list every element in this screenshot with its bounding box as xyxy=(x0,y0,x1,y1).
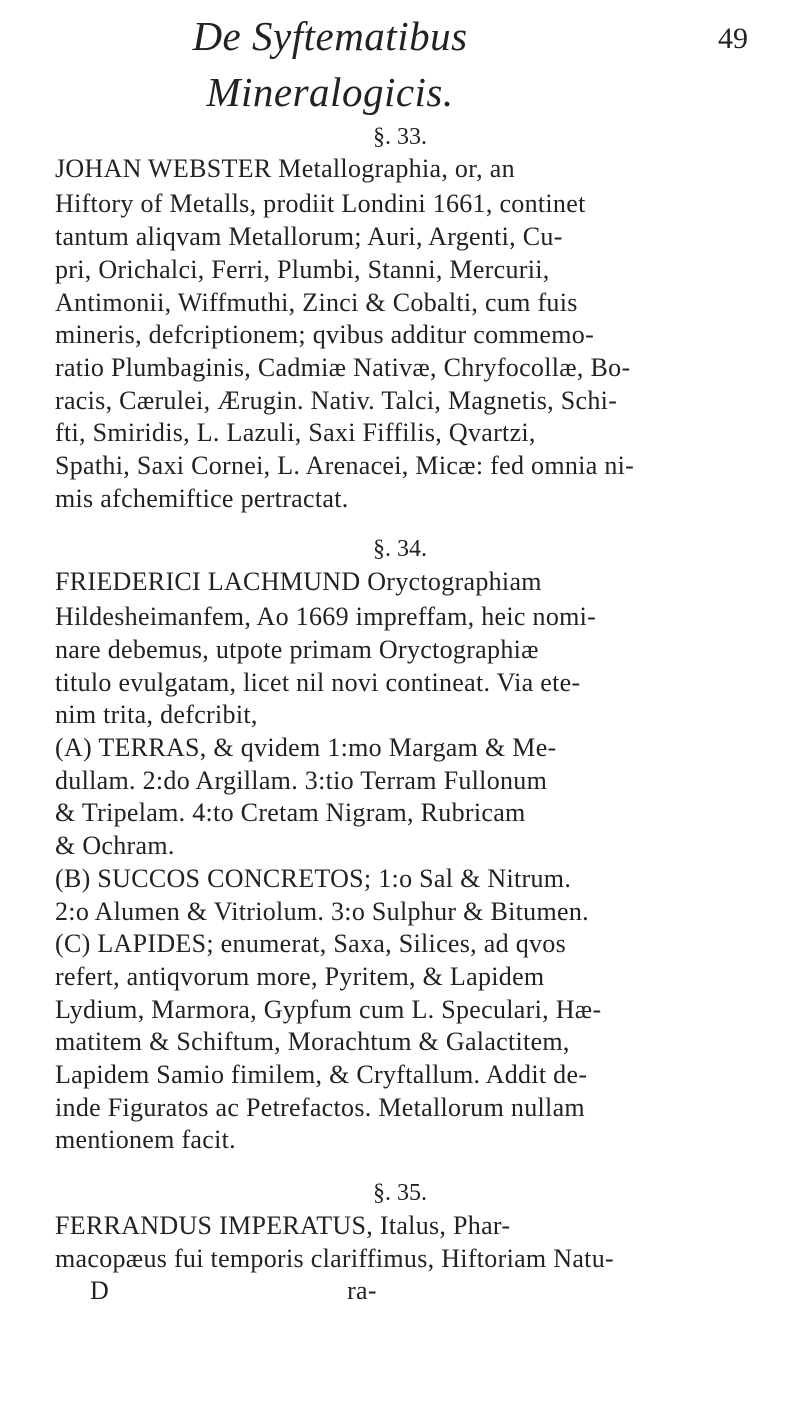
text-line: (B) SUCCOS CONCRETOS; 1:o Sal & Nitrum. xyxy=(55,864,572,893)
text-line: refert, antiqvorum more, Pyritem, & Lapidem xyxy=(55,962,545,991)
text-line: titulo evulgatam, licet nil novi contineat. Via ete- xyxy=(55,668,581,697)
text-line: FERRANDUS IMPERATUS, Italus, Phar- xyxy=(55,1211,511,1240)
text-line: Spathi, Saxi Cornei, L. Arenacei, Micæ: fed omnia ni- xyxy=(55,451,635,480)
text-line: FRIEDERICI LACHMUND Oryctographiam xyxy=(55,567,542,596)
section-heading-33: §. 33. xyxy=(373,124,427,150)
text-line: Lydium, Marmora, Gypfum cum L. Speculari, Hæ- xyxy=(55,995,602,1024)
text-line: & Ochram. xyxy=(55,831,175,860)
text-line: nim trita, defcribit, xyxy=(55,700,258,729)
text-line: (C) LAPIDES; enumerat, Saxa, Silices, ad qvos xyxy=(55,929,567,958)
text-line: nare debemus, utpote primam Oryctographiæ xyxy=(55,635,539,664)
text-line: inde Figuratos ac Petrefactos. Metallorum nullam xyxy=(55,1093,585,1122)
text-line: 2:o Alumen & Vitriolum. 3:o Sulphur & Bitumen. xyxy=(55,897,589,926)
text-line: & Tripelam. 4:to Cretam Nigram, Rubricam xyxy=(55,798,526,827)
text-line: fti, Smiridis, L. Lazuli, Saxi Fiffilis, Qvartzi, xyxy=(55,418,536,447)
text-line: mentionem facit. xyxy=(55,1125,236,1154)
running-title: De Syftematibus Mineralogicis. xyxy=(192,13,468,115)
text-line: Hiftory of Metalls, prodiit Londini 1661, continet xyxy=(55,189,586,218)
text-line: dullam. 2:do Argillam. 3:tio Terram Fullonum xyxy=(55,766,548,795)
signature-catchword-line: D ra- xyxy=(90,1276,377,1305)
text-line: matitem & Schiftum, Morachtum & Galactitem, xyxy=(55,1027,570,1056)
text-line: macopæus fui temporis clariffimus, Hiftoriam Natu- xyxy=(55,1244,614,1273)
text-line: pri, Orichalci, Ferri, Plumbi, Stanni, Mercurii, xyxy=(55,255,550,284)
text-line: (A) TERRAS, & qvidem 1:mo Margam & Me- xyxy=(55,733,557,762)
text-line: Lapidem Samio fimilem, & Cryftallum. Addit de- xyxy=(55,1060,588,1089)
text-line: Hildesheimanfem, Ao 1669 impreffam, heic nomi- xyxy=(55,602,597,631)
text-line: mineris, defcriptionem; qvibus additur commemo- xyxy=(55,320,595,349)
text-line: tantum aliqvam Metallorum; Auri, Argenti, Cu- xyxy=(55,222,563,251)
text-line: racis, Cærulei, Ærugin. Nativ. Talci, Magnetis, Schi- xyxy=(55,386,618,415)
page-number: 49 xyxy=(718,22,748,55)
section-heading-35: §. 35. xyxy=(373,1180,427,1206)
text-line: JOHAN WEBSTER Metallographia, or, an xyxy=(55,154,515,183)
text-line: Antimonii, Wiffmuthi, Zinci & Cobalti, cum fuis xyxy=(55,288,578,317)
text-line: ratio Plumbaginis, Cadmiæ Nativæ, Chryfocollæ, Bo- xyxy=(55,353,631,382)
section-heading-34: §. 34. xyxy=(373,536,427,562)
text-line: mis afchemiftice pertractat. xyxy=(55,484,349,513)
